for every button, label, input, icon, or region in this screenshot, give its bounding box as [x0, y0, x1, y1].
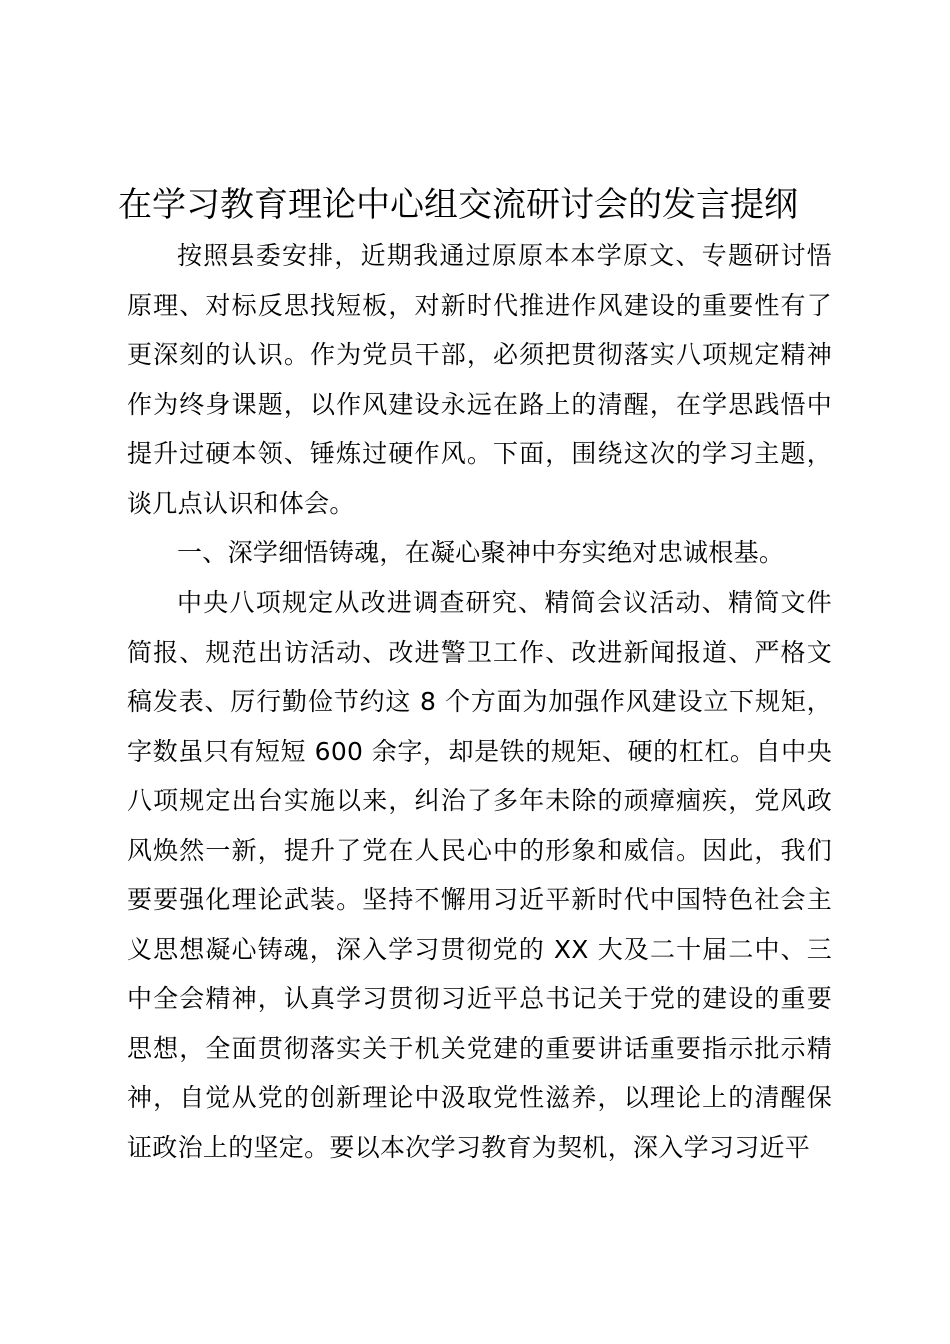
section-heading: 一、深学细悟铸魂，在凝心聚神中夯实绝对忠诚根基。: [177, 538, 785, 567]
intro-paragraph: 按照县委安排，近期我通过原原本本学原文、专题研讨悟原理、对标反思找短板，对新时代推进作风建设的重要性有了更深刻的认识。作为党员干部，必须把贯彻落实八项规定精神作为终身课题，以作风建设永远在路上的清醒，在学思践悟中提升过硬本领、锤炼过硬作风。下面，围绕这次的学习主题，谈几点认识和体会。: [127, 241, 832, 518]
document-title: 在学习教育理论中心组交流研讨会的发言提纲: [118, 185, 798, 225]
body-paragraph: 中央八项规定从改进调查研究、精简会议活动、精简文件简报、规范出访活动、改进警卫工作、改进新闻报道、严格文稿发表、厉行勤俭节约这 8 个方面为加强作风建设立下规矩，字数虽只有短短 600 余字，却是铁的规矩、硬的杠杠。自中央八项规定出台实施以来，纠治了多年未除的顽瘴痼疾，党风政风焕然一新，提升了党在人民心中的形象和威信。因此，我们要要强化理论武装。坚持不懈用习近平新时代中国特色社会主义思想凝心铸魂，深入学习贯彻党的 XX 大及二十届二中、三中全会精神，认真学习贯彻习近平总书记关于党的建设的重要思想，全面贯彻落实关于机关党建的重要讲话重要指示批示精神，自觉从党的创新理论中汲取党性滋养，以理论上的清醒保证政治上的坚定。要以本次学习教育为契机，深入学习习近平: [127, 588, 832, 1162]
